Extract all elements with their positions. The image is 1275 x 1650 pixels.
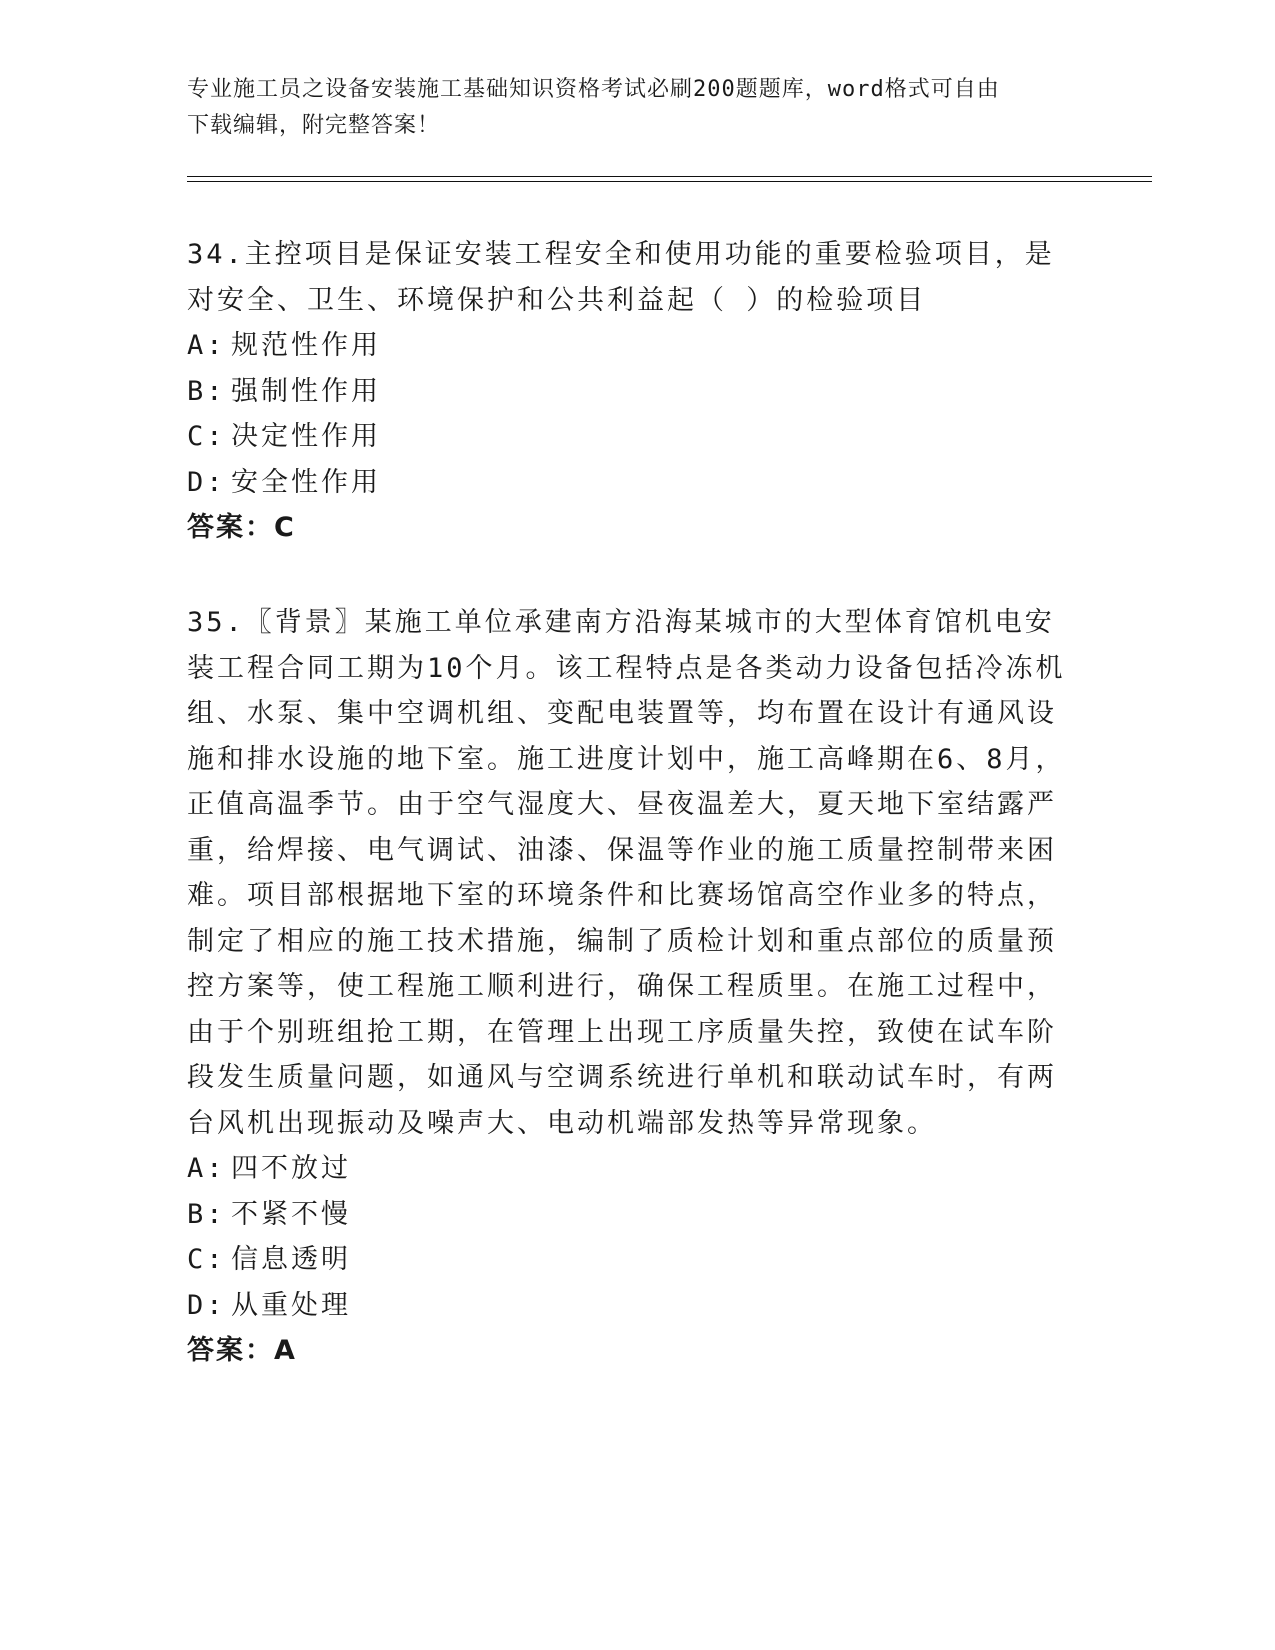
header-divider-bottom <box>187 181 1152 182</box>
header-line-1: 专业施工员之设备安装施工基础知识资格考试必刷200题题库，word格式可自由 <box>187 77 1000 102</box>
option-c <box>187 414 1067 460</box>
option-key: C: <box>187 421 226 452</box>
option-key: D: <box>187 466 226 498</box>
answer-label: 答案：A <box>187 1335 297 1366</box>
option-text: 规范性作用 <box>231 330 381 361</box>
option-text: 安全性作用 <box>231 466 381 498</box>
option-b <box>187 369 1067 415</box>
option-key: A: <box>187 330 226 361</box>
option-key: C: <box>187 1244 226 1275</box>
question-stem: 35.〖背景〗某施工单位承建南方沿海某城市的大型体育馆机电安装工程合同工期为10个月。该工程特点是各类动力设备包括冷冻机组、水泵、集中空调机组、变配电装置等，均布置在设计有通风设施和排水设施的地下室。施工进度计划中，施工高峰期在6、8月，正值高温季节。由于空气湿度大、昼夜温差大，夏天地下室结露严重，给焊接、电气调试、油漆、保温等作业的施工质量控制带来困难。项目部根据地下室的环境条件和比赛场馆高空作业多的特点，制定了相应的施工技术措施，编制了质检计划和重点部位的质量预控方案等，使工程施工顺利进行，确保工程质里。在施工过程中，由于个别班组抢工期，在管理上出现工序质量失控，致使在试车阶段发生质量问题，如通风与空调系统进行单机和联动试车时，有两台风机出现振动及噪声大、电动机端部发热等异常现象。 <box>187 607 1066 1139</box>
option-d <box>187 460 1067 506</box>
option-text: 四不放过 <box>231 1153 351 1184</box>
option-text: 不紧不慢 <box>231 1198 351 1230</box>
option-text: 决定性作用 <box>231 421 381 452</box>
question-35 <box>187 600 1067 1374</box>
question-stem: 34.主控项目是保证安装工程安全和使用功能的重要检验项目，是对安全、卫生、环境保护和公共利益起（ ）的检验项目 <box>187 239 1055 316</box>
option-key: D: <box>187 1289 226 1321</box>
option-a <box>187 1146 1067 1192</box>
option-text: 从重处理 <box>231 1289 351 1321</box>
option-b <box>187 1192 1067 1238</box>
option-key: A: <box>187 1153 226 1184</box>
option-a <box>187 323 1067 369</box>
answer-label: 答案：C <box>187 512 296 543</box>
header-divider-top <box>187 176 1152 177</box>
question-34 <box>187 232 1067 551</box>
option-text: 信息透明 <box>231 1244 351 1275</box>
option-text: 强制性作用 <box>231 375 381 407</box>
option-key: B: <box>187 1198 226 1230</box>
option-d <box>187 1283 1067 1329</box>
option-c <box>187 1237 1067 1283</box>
option-key: B: <box>187 375 226 407</box>
document-header <box>187 72 1087 144</box>
header-line-2: 下载编辑，附完整答案！ <box>187 113 441 138</box>
